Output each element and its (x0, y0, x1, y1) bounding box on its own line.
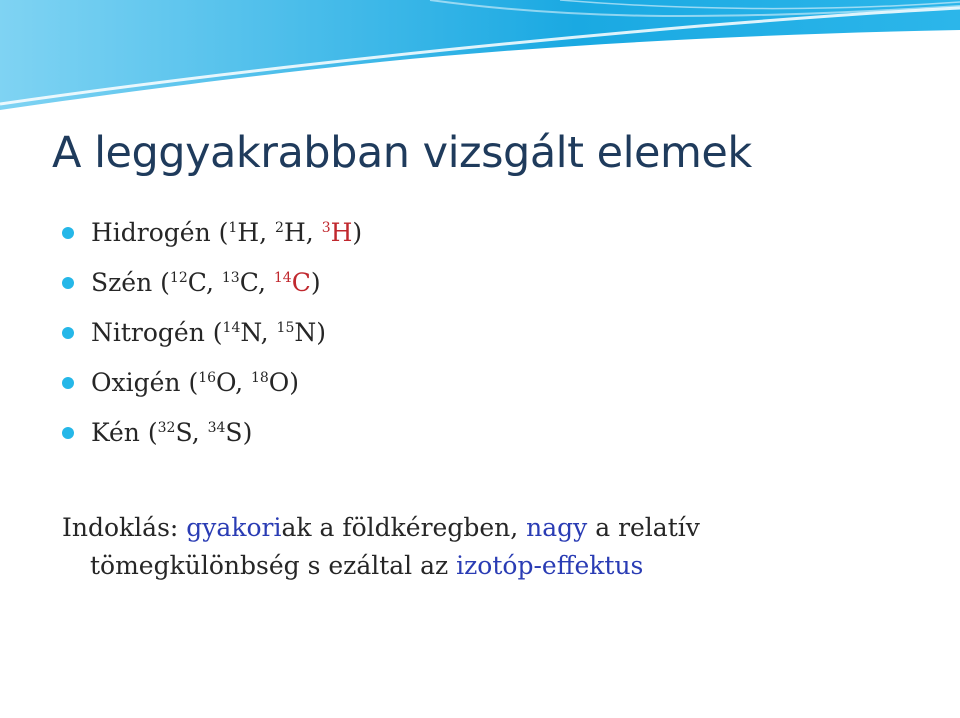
highlight-gyakori: gyakori (186, 513, 282, 542)
bullet-dot-icon (62, 277, 74, 289)
element-name: Szén (91, 268, 153, 297)
list-item-sulfur: Kén ($^{32}$S, $^{34}$S) (62, 408, 362, 458)
reasoning-paragraph: Indoklás: gyakoriak a földkéregben, nagy a relatív tömegkülönbség s ezáltal az izotóp-effektus (62, 509, 700, 585)
element-name: Oxigén (91, 368, 181, 397)
element-name: Kén (91, 418, 140, 447)
element-list (62, 208, 362, 458)
reasoning-line-2: tömegkülönbség s ezáltal az izotóp-effektus (90, 551, 644, 580)
header-banner (0, 0, 960, 110)
highlight-nagy: nagy (526, 513, 588, 542)
highlight-isotope-effect: izotóp-effektus (456, 551, 644, 580)
bullet-dot-icon (62, 227, 74, 239)
bullet-dot-icon (62, 427, 74, 439)
list-item-oxygen: Oxigén ($^{16}$O, $^{18}$O) (62, 358, 362, 408)
element-name: Hidrogén (91, 218, 211, 247)
slide-title: A leggyakrabban vizsgált elemek (52, 128, 752, 178)
bullet-dot-icon (62, 377, 74, 389)
element-name: Nitrogén (91, 318, 205, 347)
list-item-nitrogen: Nitrogén ($^{14}$N, $^{15}$N) (62, 308, 362, 358)
list-item-hydrogen: Hidrogén ($^1$H, $^2$H, $^3$H) (62, 208, 362, 258)
reasoning-label: Indoklás: (62, 513, 187, 542)
list-item-carbon: Szén ($^{12}$C, $^{13}$C, $^{14}$C) (62, 258, 362, 308)
bullet-dot-icon (62, 327, 74, 339)
